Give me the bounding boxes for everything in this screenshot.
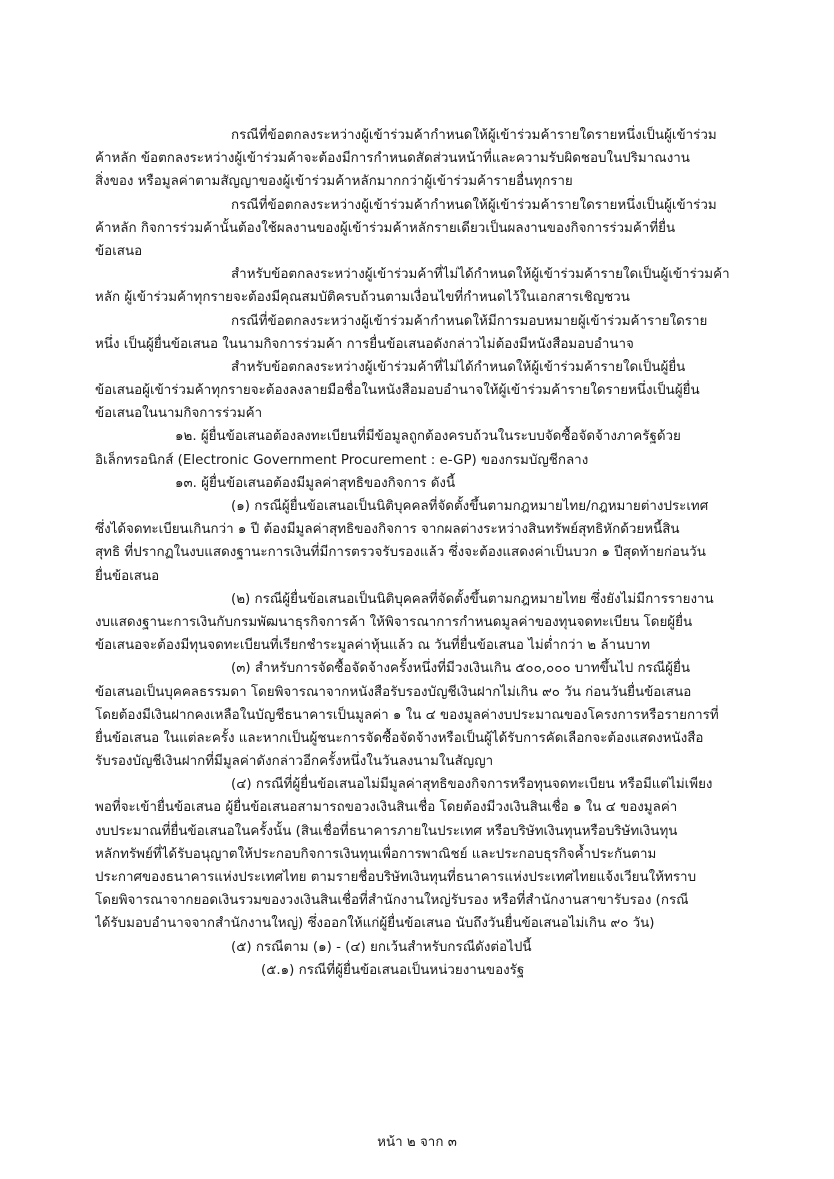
text-line: กรณีที่ข้อตกลงระหว่างผู้เข้าร่วมค้ากำหนดให้ผู้เข้าร่วมค้ารายใดรายหนึ่งเป็นผู้เข้าร่วม bbox=[231, 197, 717, 213]
text-line: ยื่นข้อเสนอ ในแต่ละครั้ง และหากเป็นผู้ชนะการจัดซื้อจัดจ้างหรือเป็นผู้ได้รับการคัดเลือกจะต้องแสดงหนังสือ bbox=[95, 730, 704, 746]
text-line: รับรองบัญชีเงินฝากที่มีมูลค่าดังกล่าวอีกครั้งหนึ่งในวันลงนามในสัญญา bbox=[95, 754, 494, 770]
text-line: สุทธิ ที่ปรากฏในงบแสดงฐานะการเงินที่มีการตรวจรับรองแล้ว ซึ่งจะต้องแสดงค่าเป็นบวก ๑ ปีสุดท้ายก่อนวัน bbox=[95, 545, 706, 561]
text-line: กรณีที่ข้อตกลงระหว่างผู้เข้าร่วมค้ากำหนดให้ผู้เข้าร่วมค้ารายใดรายหนึ่งเป็นผู้เข้าร่วม bbox=[231, 128, 717, 143]
text-line: โดยต้องมีเงินฝากคงเหลือในบัญชีธนาคารเป็นมูลค่า ๑ ใน ๔ ของมูลค่างบประมาณของโครงการหรือรายการที่ bbox=[95, 707, 719, 723]
text-line: (๕.๑) กรณีที่ผู้ยื่นข้อเสนอเป็นหน่วยงานของรัฐ bbox=[261, 962, 525, 978]
text-line: งบประมาณที่ยื่นข้อเสนอในครั้งนั้น (สินเชื่อที่ธนาคารภายในประเทศ หรือบริษัทเงินทุนหรือบริษัทเงินทุน bbox=[95, 823, 678, 839]
text-line: ค้าหลัก กิจการร่วมค้านั้นต้องใช้ผลงานของผู้เข้าร่วมค้าหลักรายเดียวเป็นผลงานของกิจการร่วมค้าที่ยื่น bbox=[95, 220, 676, 236]
text-line: ข้อเสนอในนามกิจการร่วมค้า bbox=[95, 406, 263, 422]
text-line: อิเล็กทรอนิกส์ (Electronic Government Procurement : e-GP) ของกรมบัญชีกลาง bbox=[95, 452, 589, 468]
text-line: ๑๓. ผู้ยื่นข้อเสนอต้องมีมูลค่าสุทธิของกิจการ ดังนี้ bbox=[175, 475, 456, 491]
text-line: สำหรับข้อตกลงระหว่างผู้เข้าร่วมค้าที่ไม่ได้กำหนดให้ผู้เข้าร่วมค้ารายใดเป็นผู้เข้าร่วมค้า bbox=[231, 267, 730, 283]
text-line: (๔) กรณีที่ผู้ยื่นข้อเสนอไม่มีมูลค่าสุทธิของกิจการหรือทุนจดทะเบียน หรือมีแต่ไม่เพียง bbox=[231, 777, 713, 793]
text-line: ข้อเสนอเป็นบุคคลธรรมดา โดยพิจารณาจากหนังสือรับรองบัญชีเงินฝากไม่เกิน ๙๐ วัน ก่อนวันยื่นข้อเสนอ bbox=[95, 684, 692, 700]
text-line: ได้รับมอบอำนาจจากสำนักงานใหญ่) ซึ่งออกให้แก่ผู้ยื่นข้อเสนอ นับถึงวันยื่นข้อเสนอไม่เกิน ๙๐ วัน) bbox=[95, 916, 655, 932]
text-line: โดยพิจารณาจากยอดเงินรวมของวงเงินสินเชื่อที่สำนักงานใหญ่รับรอง หรือที่สำนักงานสาขารับรอง (กรณี bbox=[95, 893, 689, 909]
text-line: สำหรับข้อตกลงระหว่างผู้เข้าร่วมค้าที่ไม่ได้กำหนดให้ผู้เข้าร่วมค้ารายใดเป็นผู้ยื่น bbox=[231, 359, 686, 375]
text-line: ซึ่งได้จดทะเบียนเกินกว่า ๑ ปี ต้องมีมูลค่าสุทธิของกิจการ จากผลต่างระหว่างสินทรัพย์สุทธิหักด้วยหนี้สิน bbox=[95, 522, 680, 538]
text-line: ข้อเสนอผู้เข้าร่วมค้าทุกรายจะต้องลงลายมือชื่อในหนังสือมอบอำนาจให้ผู้เข้าร่วมค้ารายใดรายหนึ่งเป็นผู้ยื่น bbox=[95, 383, 700, 399]
text-line: (๒) กรณีผู้ยื่นข้อเสนอเป็นนิติบุคคลที่จัดตั้งขึ้นตามกฎหมายไทย ซึ่งยังไม่มีการรายงาน bbox=[231, 591, 714, 607]
text-line: ค้าหลัก ข้อตกลงระหว่างผู้เข้าร่วมค้าจะต้องมีการกำหนดสัดส่วนหน้าที่และความรับผิดชอบในปริมาณงาน bbox=[95, 151, 690, 167]
text-line: หนึ่ง เป็นผู้ยื่นข้อเสนอ ในนามกิจการร่วมค้า การยื่นข้อเสนอดังกล่าวไม่ต้องมีหนังสือมอบอำนาจ bbox=[95, 336, 634, 352]
text-line: ข้อเสนอจะต้องมีทุนจดทะเบียนที่เรียกชำระมูลค่าหุ้นแล้ว ณ วันที่ยื่นข้อเสนอ ไม่ต่ำกว่า ๒ ล้านบาท bbox=[95, 638, 651, 654]
text-line: (๕) กรณีตาม (๑) - (๔) ยกเว้นสำหรับกรณีดังต่อไปนี้ bbox=[231, 939, 532, 955]
text-line: สิ่งของ หรือมูลค่าตามสัญญาของผู้เข้าร่วมค้าหลักมากกว่าผู้เข้าร่วมค้ารายอื่นทุกราย bbox=[95, 174, 573, 190]
text-line: ประกาศของธนาคารแห่งประเทศไทย ตามรายชื่อบริษัทเงินทุนที่ธนาคารแห่งประเทศไทยแจ้งเวียนให้ทราบ bbox=[95, 870, 697, 885]
text-line: งบแสดงฐานะการเงินกับกรมพัฒนาธุรกิจการค้า ให้พิจารณาการกำหนดมูลค่าของทุนจดทะเบียน โดยผู้ยื่น bbox=[95, 614, 693, 630]
text-line: (๑) กรณีผู้ยื่นข้อเสนอเป็นนิติบุคคลที่จัดตั้งขึ้นตามกฎหมายไทย/กฎหมายต่างประเทศ bbox=[231, 499, 709, 514]
text-line: ข้อเสนอ bbox=[95, 243, 143, 259]
text-line: กรณีที่ข้อตกลงระหว่างผู้เข้าร่วมค้ากำหนดให้มีการมอบหมายผู้เข้าร่วมค้ารายใดราย bbox=[231, 313, 708, 329]
text-line: หลัก ผู้เข้าร่วมค้าทุกรายจะต้องมีคุณสมบัติครบถ้วนตามเงื่อนไขที่กำหนดไว้ในเอกสารเชิญชวน bbox=[95, 290, 630, 306]
text-line: พอที่จะเข้ายื่นข้อเสนอ ผู้ยื่นข้อเสนอสามารถขอวงเงินสินเชื่อ โดยต้องมีวงเงินสินเชื่อ ๑ ใน ๔ ของมูลค่า bbox=[95, 800, 678, 816]
text-line: ยื่นข้อเสนอ bbox=[95, 568, 160, 584]
document-body bbox=[95, 124, 755, 982]
text-line: (๓) สำหรับการจัดซื้อจัดจ้างครั้งหนึ่งที่มีวงเงินเกิน ๕๐๐,๐๐๐ บาทขึ้นไป กรณีผู้ยื่น bbox=[231, 661, 691, 677]
page-number: หน้า ๒ จาก ๓ bbox=[377, 1135, 457, 1150]
text-line: หลักทรัพย์ที่ได้รับอนุญาตให้ประกอบกิจการเงินทุนเพื่อการพาณิชย์ และประกอบธุรกิจค้ำประกันตาม bbox=[95, 846, 657, 862]
text-line: ๑๒. ผู้ยื่นข้อเสนอต้องลงทะเบียนที่มีข้อมูลถูกต้องครบถ้วนในระบบจัดซื้อจัดจ้างภาครัฐด้วย bbox=[175, 429, 681, 445]
